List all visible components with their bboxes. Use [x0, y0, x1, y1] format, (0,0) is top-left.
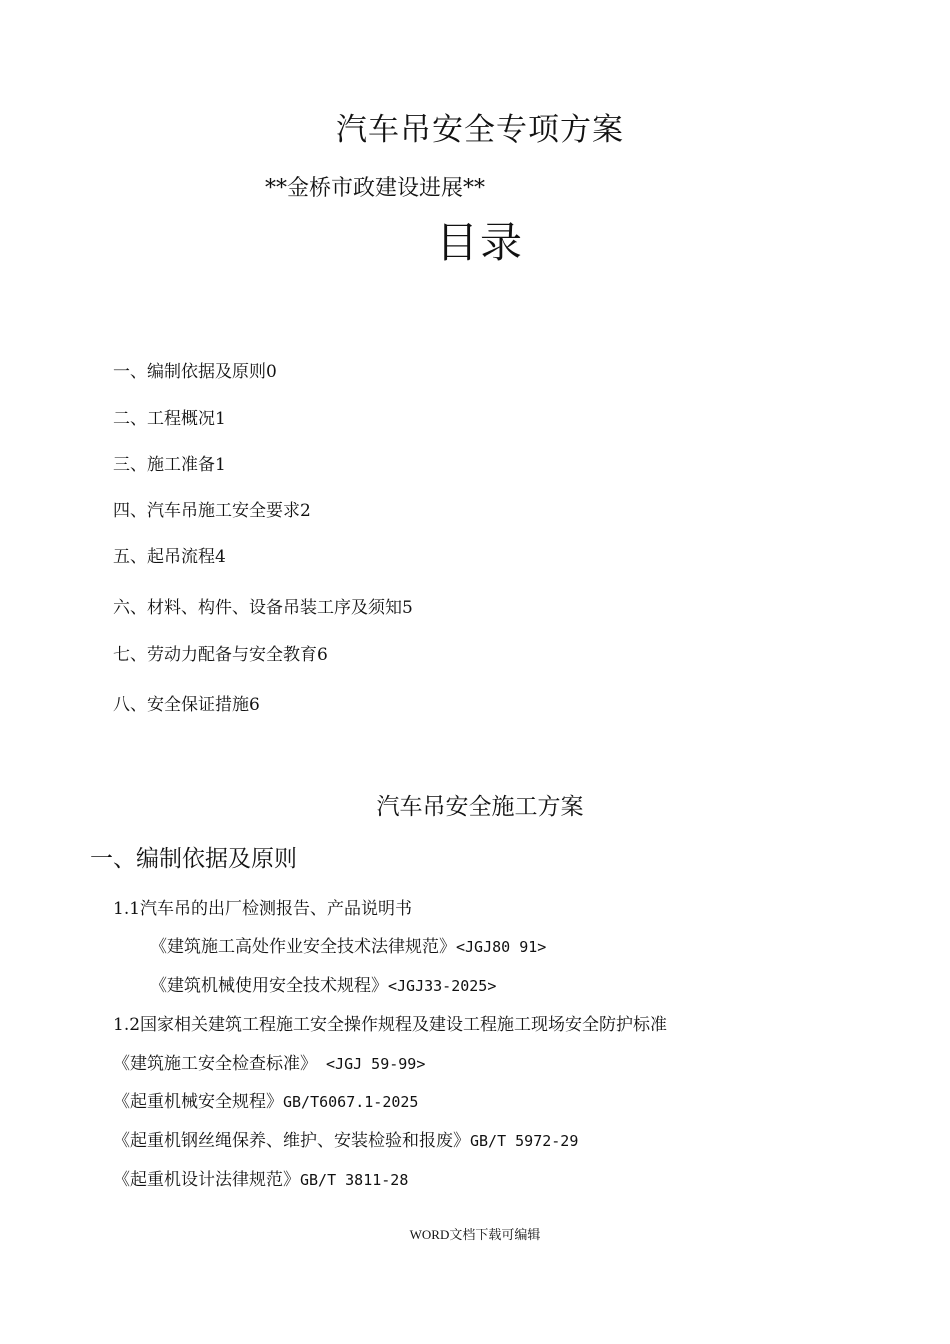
body-text: 《起重机械安全规程》	[113, 1092, 283, 1112]
body-line	[113, 1165, 408, 1190]
toc-item-page: 4	[215, 547, 226, 567]
toc-item-label: 三、施工准备	[113, 455, 215, 475]
body-line	[150, 971, 496, 996]
section-heading: 一、编制依据及原则	[90, 846, 297, 872]
toc-item[interactable]	[113, 593, 413, 618]
toc-item-page: 2	[300, 501, 311, 521]
toc-item-label: 八、安全保证措施	[113, 695, 249, 715]
body-text: 《起重机钢丝绳保养、维护、安装检验和报废》	[113, 1131, 470, 1151]
toc-item-page: 6	[249, 695, 260, 715]
body-text: 1.1汽车吊的出厂检测报告、产品说明书	[113, 899, 413, 919]
body-line	[113, 1010, 667, 1035]
toc-item[interactable]	[113, 450, 226, 475]
body-line	[113, 1126, 578, 1151]
toc-item-page: 6	[317, 645, 328, 665]
toc-item-page: 0	[266, 362, 277, 382]
standard-code: <JGJ33-2025>	[388, 977, 497, 995]
body-text: 《建筑机械使用安全技术规程》	[150, 976, 388, 996]
body-line	[113, 894, 412, 919]
toc-item[interactable]	[113, 496, 311, 521]
toc-item-page: 1	[215, 409, 226, 429]
toc-item-label: 七、劳动力配备与安全教育	[113, 645, 317, 665]
toc-item[interactable]	[113, 357, 277, 382]
body-text: 1.2国家相关建筑工程施工安全操作规程及建设工程施工现场安全防护标准	[113, 1015, 668, 1035]
toc-item-label: 五、起吊流程	[113, 547, 215, 567]
toc-item[interactable]	[113, 404, 226, 429]
toc-item-label: 二、工程概况	[113, 409, 215, 429]
toc-item-label: 六、材料、构件、设备吊装工序及须知	[113, 598, 402, 618]
toc-item-page: 5	[402, 598, 413, 618]
body-line	[113, 1049, 425, 1074]
standard-code: GB/T 5972-29	[470, 1132, 579, 1150]
document-title: 汽车吊安全专项方案	[336, 112, 624, 148]
standard-code: <JGJ80 91>	[456, 938, 547, 956]
toc-item[interactable]	[113, 690, 260, 715]
body-text: 《起重机设计法律规范》	[113, 1170, 300, 1190]
standard-code: <JGJ 59-99>	[317, 1055, 426, 1073]
toc-heading: 目录	[435, 218, 524, 267]
body-text: 《建筑施工高处作业安全技术法律规范》	[150, 937, 456, 957]
page-footer: WORD文档下载可编辑	[409, 1227, 541, 1242]
standard-code: GB/T6067.1-2025	[283, 1093, 419, 1111]
toc-item[interactable]	[113, 542, 226, 567]
toc-item[interactable]	[113, 640, 328, 665]
body-text: 《建筑施工安全检查标准》	[113, 1054, 317, 1074]
body-line	[150, 932, 546, 957]
body-line	[113, 1087, 418, 1112]
toc-item-label: 一、编制依据及原则	[113, 362, 266, 382]
document-subtitle: **金桥市政建设进展**	[265, 176, 486, 201]
section-title: 汽车吊安全施工方案	[376, 794, 584, 820]
standard-code: GB/T 3811-28	[300, 1171, 409, 1189]
toc-item-page: 1	[215, 455, 226, 475]
toc-item-label: 四、汽车吊施工安全要求	[113, 501, 300, 521]
